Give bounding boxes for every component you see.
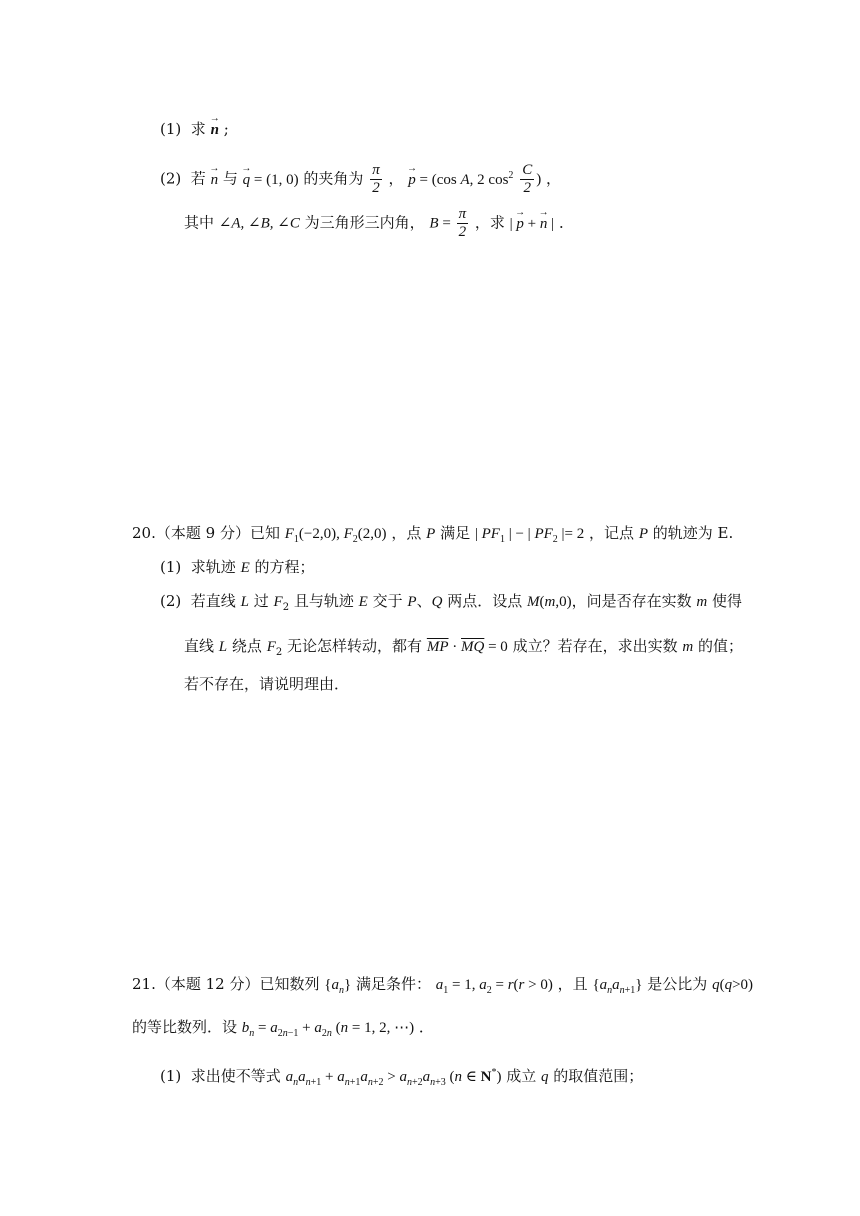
part-label: (1) [160,120,182,138]
text: 、 [416,592,432,610]
text: 无论怎样转动，都有 [287,637,423,655]
part-text: 求 [190,120,206,138]
q19-part1: (1) 求 → n ; [160,118,229,141]
formula-b: $b_n = a_{2n-1} + a_{2n}$ (n = 1, 2, ⋯) [241,1020,415,1039]
symbol-l: L [218,639,228,655]
symbol-p: P [407,594,417,610]
fraction-pi-over-2: $\frac{\pi}{2}$ [372,162,380,196]
q20-part2-line3 [184,673,349,695]
formula-initial: $a_1 = 1$, $a_2 = r(r > 0)$ [435,977,553,996]
text: 两点．设点 [447,592,523,610]
text: ，求 [474,213,505,232]
text: 的取值范围； [553,1067,644,1085]
formula-product-seq: $\{a_na_{n+1}\}$ [592,977,643,996]
text: ． [418,1018,434,1036]
text: 的值； [698,637,744,655]
text: 已知 [249,524,280,542]
text: 且与轨迹 [293,592,354,610]
symbol-m: m [682,639,694,655]
text: 为三角形三内角， [304,213,425,232]
text: 与 [222,169,238,188]
text: 交于 [372,592,403,610]
symbol-m: m [696,594,708,610]
formula-inequality: $a_na_{n+1} + a_{n+1}a_{n+2} > a_{n+2}a_{n+3}$ (n ∈ N*) [285,1067,502,1088]
text: 过 [253,592,269,610]
symbol-p: P [426,526,436,542]
q19-part2-line2: 其中 ∠A, ∠B, ∠C 为三角形三内角， B = $\frac{\pi}{2}$ ，求 | → p + → n | ． [184,206,574,241]
formula-abs: | → p + → n | [510,216,555,232]
symbol-p: P [638,526,648,542]
text: 是公比为 [647,975,708,993]
q20-part2-line1: (2) 若直线 L 过 $F_2$ 且与轨迹 E 交于 P、Q 两点．设点 M(m,0)，问是否存在实数 m 使得 [160,592,743,613]
text: 求出使不等式 [190,1067,281,1085]
text: ， [546,169,562,188]
symbol-e: E [240,560,250,576]
q21-stem-line2 [132,1016,434,1045]
formula-q: → q = (1, 0) [243,172,299,188]
symbol-e: E [358,594,368,610]
text: 直线 [184,637,215,655]
part-label: (1) [160,558,182,576]
text: 其中 [184,213,215,232]
formula-p: → p = (cos A, 2 $\cos^2$ [408,172,513,188]
text: 若不存在，请说明理由． [184,675,350,693]
text: ． [558,213,574,232]
question-number: 21. [132,975,156,993]
formula-b: B [429,215,439,232]
text: ， [388,169,404,188]
formula-ratio: q(q>0) [712,977,754,993]
text: ，问是否存在实数 [571,592,692,610]
formula-seq: $\{a_n\}$ [324,977,352,996]
text: 的夹角为 [303,169,364,188]
q20-stem [132,522,733,551]
q21-stem-line1 [132,973,753,1002]
q20-part2-line2: 直线 L 绕点 $F_2$ 无论怎样转动，都有 $\overline{MP} \cdot \overline{MQ} = 0$ 成立？若存在，求出实数 m 的值； [184,637,744,658]
text: 满足 [440,524,471,542]
part-label: (2) [160,169,182,188]
formula-dot-product: $\overline{MP} \cdot \overline{MQ} = 0$ [426,639,508,655]
text: 使得 [712,592,743,610]
text: ，点 [391,524,422,542]
formula-m: M(m,0) [527,594,572,610]
formula-angles: ∠A, ∠B, ∠C [218,215,300,232]
q21-part1 [160,1062,643,1094]
q19-part2-line1: (2) 若 → n 与 → q = (1, 0) 的夹角为 $\frac{\pi}{2}$ ， → p = (cos A, 2 $\cos^2$ $\frac{C}{2}$ ) ， [160,162,561,197]
text: 成立 [506,1067,537,1085]
part-label: (1) [160,1067,182,1085]
text: 若 [190,169,206,188]
text: ，且 [557,975,588,993]
text: 的轨迹为 E. [652,524,734,542]
symbol-q: q [541,1069,549,1085]
symbol-q: Q [431,594,443,610]
symbol-f2: F [266,639,276,655]
text: 满足条件： [355,975,431,993]
text: 已知数列 [259,975,320,993]
part-label: (2) [160,592,182,610]
text: 的等比数列．设 [132,1018,238,1036]
text: 求轨迹 [190,558,236,576]
fraction-c-over-2: $\frac{C}{2}$ [522,162,533,196]
text: 的方程； [254,558,315,576]
text: ，记点 [589,524,635,542]
question-score: （本题 12 分） [155,975,260,993]
text: 成立？若存在，求出实数 [512,637,678,655]
symbol-f2: F [273,594,283,610]
fraction-pi-over-2: $\frac{\pi}{2}$ [458,206,467,240]
q20-part1 [160,556,315,579]
symbol-l: L [240,594,249,610]
formula-condition: | $PF_1$ | − | $PF_2$ |= 2 [474,526,585,545]
text: 绕点 [231,637,262,655]
question-number: 20. [132,524,156,542]
question-score: （本题 9 分） [155,524,250,542]
vector-n: → n [211,169,219,191]
vector-n: → n [211,119,219,141]
text: 若直线 [190,592,236,610]
formula-foci: $F_1(-2,0)$, $F_2(2,0)$ [284,526,387,545]
